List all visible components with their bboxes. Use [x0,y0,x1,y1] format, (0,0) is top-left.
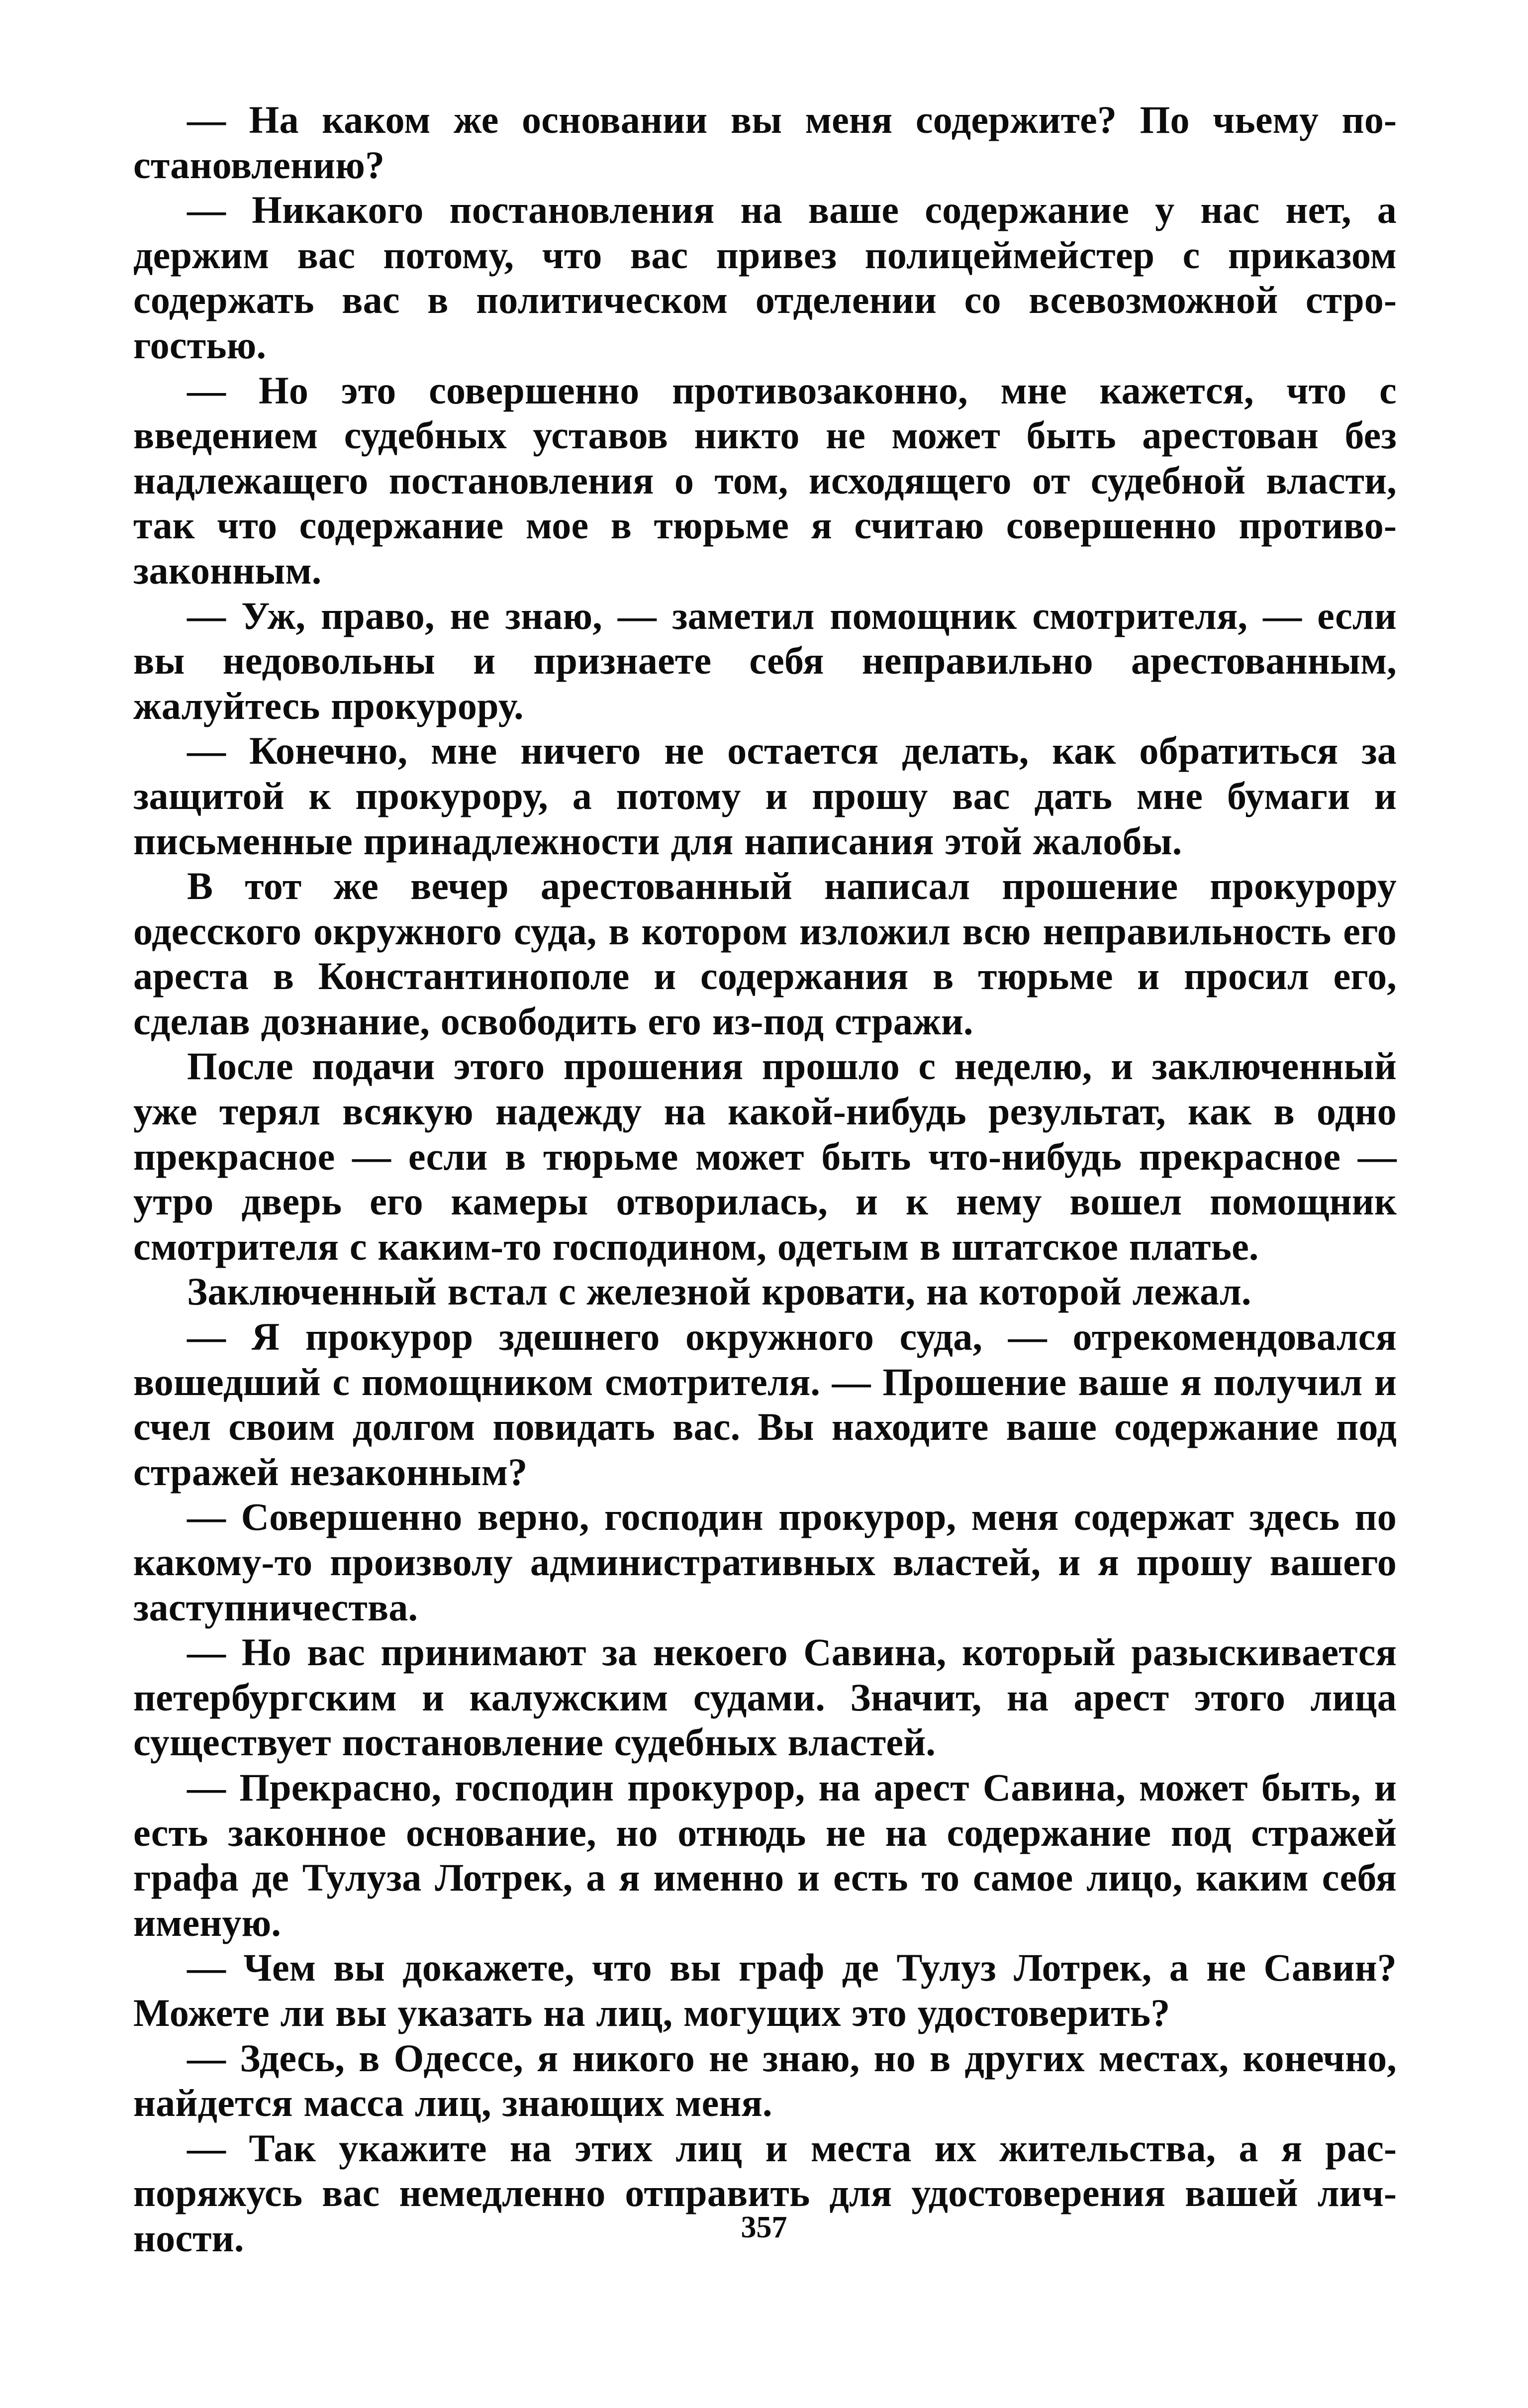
paragraph-11: — Но вас принимают за некоего Савина, который разыскивается петербургским и калужским судами. Значит, на арест этого лица существует постановление судебных властей. [133,1630,1397,1764]
paragraph-3: — Но это совершенно противозаконно, мне кажется, что с введением судебных уставов никто не может быть арестован без надлежащего постановления о том, исходящего от судебной власти, так что содержание мое в тюрьме я считаю совершенно противозаконным. [133,368,1397,592]
paragraph-8: Заключенный встал с железной кровати, на которой лежал. [187,1270,1251,1313]
paragraph-1: — На каком же основании вы меня содержите? По чьему постановлению? [133,98,1397,187]
page-text [133,98,1397,2261]
paragraph-4: — Уж, право, не знаю, — заметил помощник смотрителя, — если вы недовольны и признаете себя неправильно арестованным, жалуйтесь прокурору. [133,594,1397,727]
paragraph-6: В тот же вечер арестованный написал прошение прокурору одесского окружного суда, в котором изложил всю неправильность его ареста в Константинополе и содержания в тюрьме и просил его, сделав дознание, освободить его из-под стражи. [133,864,1397,1043]
paragraph-14: — Здесь, в Одессе, я никого не знаю, но в других местах, конечно, найдется масса лиц, знающих меня. [133,2036,1397,2125]
paragraph-5: — Конечно, мне ничего не остается делать, как обратиться за защитой к прокурору, а потому и прошу вас дать мне бумаги и письменные принадлежности для написания этой жалобы. [133,729,1397,863]
paragraph-7: После подачи этого прошения прошло с неделю, и заключенный уже терял всякую надежду на какой-нибудь результат, как в одно прекрасное — если в тюрьме может быть что-нибудь прекрасное — утро дверь его камеры отворилась, и к нему вошел помощник смотрителя с каким-то господином, одетым в штатское платье. [133,1044,1397,1268]
paragraph-9: — Я прокурор здешнего окружного суда, — отрекомендовался вошедший с помощником смотрителя. — Прошение ваше я получил и счел своим долгом повидать вас. Вы находите ваше содержание под стражей незаконным? [133,1315,1397,1494]
paragraph-10: — Совершенно верно, господин прокурор, меня содержат здесь по какому-то произволу административных властей, и я прошу вашего заступничества. [133,1495,1397,1629]
paragraph-13: — Чем вы докажете, что вы граф де Тулуз Лотрек, а не Савин? Можете ли вы указать на лиц, могущих это удостоверить? [133,1946,1397,2034]
paragraph-15: — Так укажите на этих лиц и места их жительства, а я распоряжусь вас немедленно отправить для удостоверения вашей личности. [133,2126,1397,2260]
page-number: 357 [741,2210,787,2244]
paragraph-12: — Прекрасно, господин прокурор, на арест Савина, может быть, и есть законное основание, но отнюдь не на содержание под стражей графа де Тулуза Лотрек, а я именно и есть то самое лицо, каким себя именую. [133,1765,1397,1944]
paragraph-2: — Никакого постановления на ваше содержание у нас нет, а держим вас потому, что вас привез полицеймейстер с приказом содержать вас в политическом отделении со всевозможной строгостью. [133,188,1397,367]
